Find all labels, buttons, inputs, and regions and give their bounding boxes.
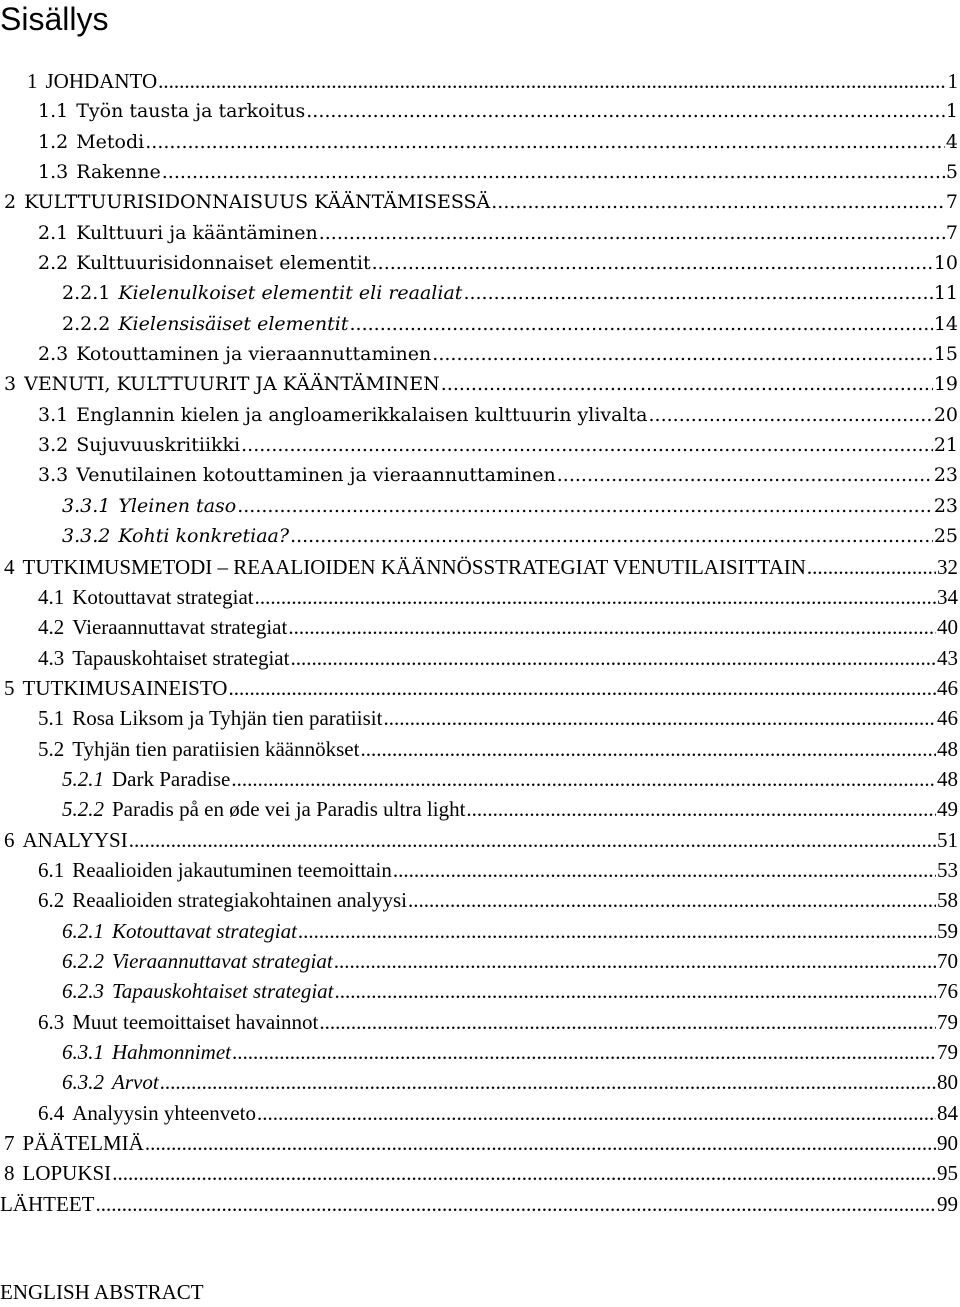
toc-entry-number: 2.1 [38,221,69,244]
toc-entry-label: Paradis på en øde vei ja Paradis ultra light [112,797,466,822]
toc-entry-number: 3.3.1 [62,494,111,517]
toc-entry[interactable] [0,460,960,490]
toc-entry-number: 6.2.1 [62,918,104,943]
toc-entry[interactable] [0,1098,960,1128]
toc-entry-label: Kielensisäiset elementit [118,312,349,335]
toc-entry-number: 2.3 [38,343,69,366]
toc-entry-number: 6.1 [38,857,65,882]
toc-entry-label: Kulttuuri ja kääntäminen [76,221,318,244]
toc-dot-leader [360,734,936,764]
toc-entry-number: 6.2 [38,888,65,913]
toc-entry[interactable] [0,96,960,126]
toc-entry-label: Kohti konkretiaa? [118,525,290,548]
toc-entry-label: Työn tausta ja tarkoitus [76,100,306,123]
toc-entry-number: 1.3 [38,161,69,184]
toc-entry-page: 34 [937,584,958,609]
toc-entry[interactable] [0,916,960,946]
toc-entry-number: 1 [27,69,38,93]
toc-dot-leader [372,248,933,278]
toc-entry[interactable] [0,309,960,339]
toc-entry[interactable] [0,734,960,764]
toc-entry-page: 99 [937,1191,958,1216]
toc-dot-leader [160,1067,936,1097]
toc-entry[interactable] [0,66,960,96]
toc-entry-label: Reaalioiden jakautuminen teemoittain [72,857,392,882]
toc-entry[interactable] [0,794,960,824]
toc-entry-number: 6.2.2 [62,948,104,973]
toc-dot-leader [463,278,932,308]
toc-entry-label: Arvot [112,1070,159,1095]
toc-entry-page: 90 [937,1131,958,1156]
toc-entry-label: Vieraannuttavat strategiat [112,948,333,973]
toc-entry-number: 3.1 [38,403,69,426]
toc-dot-leader [306,96,945,126]
toc-entry-page: 21 [933,434,958,457]
toc-entry-number: 2 [4,191,17,214]
toc-entry-page: 48 [937,766,958,791]
toc-dot-leader [466,794,936,824]
toc-entry[interactable] [0,673,960,703]
toc-entry-number: 3.3 [38,464,69,487]
toc-entry-number: 3.3.2 [62,525,111,548]
toc-dot-leader [112,1158,936,1188]
toc-entry-page: 48 [937,736,958,761]
toc-dot-leader [319,218,945,248]
toc-entry-label: Kotouttavat strategiat [112,918,297,943]
toc-entry-number: 6.2.3 [62,979,104,1004]
toc-entry-label: Yleinen taso [118,494,237,517]
toc-entry-number: 5.2.1 [62,766,104,791]
toc-entry-page: 11 [933,282,958,305]
toc-entry-label: Sujuvuuskritiikki [76,434,241,457]
toc-entry-label: JOHDANTO [45,69,158,93]
toc-entry-page: 70 [937,948,958,973]
toc-entry-number: 2.2 [38,252,69,275]
toc-entry-page: 59 [937,918,958,943]
toc-entry-number: 4.3 [38,645,65,670]
toc-dot-leader [162,157,945,187]
toc-entry-number: 6.3.1 [62,1040,104,1064]
toc-entry[interactable] [0,127,960,157]
toc-dot-leader [335,976,937,1006]
toc-entry-label: Englannin kielen ja angloamerikkalaisen kulttuurin ylivalta [76,403,648,426]
toc-entry-page: 1 [947,69,958,93]
toc-entry-label: Rosa Liksom ja Tyhjän tien paratiisit [72,706,383,731]
toc-entry-page: 84 [937,1100,958,1125]
toc-dot-leader [383,703,936,733]
toc-entry[interactable] [0,976,960,1006]
toc-entry-number: 4 [4,554,15,579]
toc-entry[interactable] [0,764,960,794]
toc-dot-leader [232,1037,936,1067]
toc-entry-page: 20 [933,403,958,426]
toc-entry-label: Tyhjän tien paratiisien käännökset [72,736,360,761]
toc-dot-leader [557,460,933,490]
toc-entry[interactable] [0,400,960,430]
toc-entry-page: 23 [933,494,958,517]
toc-entry-page: 15 [933,343,958,366]
toc-entry-label: Kotouttaminen ja vieraannuttaminen [76,343,432,366]
toc-dot-leader [408,885,936,915]
toc-dot-leader [334,946,936,976]
toc-dot-leader [158,66,946,96]
toc-dot-leader [491,187,945,217]
toc-entry-label: Analyysin yhteenveto [72,1100,256,1125]
toc-entry[interactable] [0,1007,960,1037]
toc-entry-number: 5.2 [38,736,65,761]
toc-entry-number: 6 [4,827,15,852]
toc-entry-label: Metodi [76,130,145,153]
toc-entry-number: 1.2 [38,130,69,153]
toc-entry-number: 8 [4,1161,15,1186]
toc-entry-number: 1.1 [38,100,69,123]
toc-entry-page: 7 [945,221,958,244]
toc-entry-number: 4.2 [38,615,65,640]
toc-entry[interactable] [0,248,960,278]
toc-entry-number: 6.4 [38,1100,65,1125]
toc-dot-leader [298,916,936,946]
toc-entry[interactable] [0,1158,960,1188]
toc-entry-label: Dark Paradise [112,766,231,791]
toc-entry-page: 5 [945,161,958,184]
toc-entry[interactable] [0,521,960,551]
toc-entry-label: Kielenulkoiset elementit eli reaaliat [118,282,463,305]
toc-entry-label: ANALYYSI [22,827,128,852]
toc-entry-page: 7 [945,191,958,214]
toc-dot-leader [350,309,933,339]
toc-entry-page: 23 [933,464,958,487]
toc-dot-leader [145,127,945,157]
toc-entry-page: 95 [937,1161,958,1186]
toc-entry-page: 43 [937,645,958,670]
toc-entry-page: 4 [945,130,958,153]
toc-dot-leader [129,825,936,855]
toc-dot-leader [393,855,936,885]
toc-dot-leader [241,430,933,460]
toc-dot-leader [237,491,933,521]
toc-entry[interactable] [0,369,960,399]
toc-entry-number: 5.2.2 [62,797,104,822]
toc-entry[interactable] [0,491,960,521]
toc-entry[interactable] [0,703,960,733]
toc-entry-page: 76 [937,979,958,1004]
toc-entry-page: 46 [937,675,958,700]
toc-entry-page: 58 [937,888,958,913]
toc-dot-leader [255,582,936,612]
toc-entry-label: TUTKIMUSAINEISTO [22,675,228,700]
toc-dot-leader [288,612,936,642]
toc-entry-label: Vieraannuttavat strategiat [72,615,288,640]
toc-entry-label: Tapauskohtaiset strategiat [72,645,290,670]
toc-dot-leader [257,1098,936,1128]
toc-entry[interactable] [0,278,960,308]
toc-entry-page: 46 [937,706,958,731]
toc-dot-leader [441,369,933,399]
toc-entry-label: LÄHTEET [0,1191,95,1216]
toc-entry-number: 3 [4,373,17,396]
toc-entry-page: 19 [933,373,958,396]
toc-entry-number: 3.2 [38,434,69,457]
toc-entry-label: Venutilainen kotouttaminen ja vieraannuttaminen [76,464,556,487]
page-title: Sisällys [0,1,109,37]
toc-entry-label: VENUTI, KULTTUURIT JA KÄÄNTÄMINEN [24,373,440,396]
toc-entry-page: 32 [937,554,958,579]
toc-entry-number: 2.2.2 [62,312,111,335]
toc-entry[interactable] [0,1067,960,1097]
toc-entry[interactable] [0,946,960,976]
toc-entry[interactable] [0,1128,960,1158]
toc-entry[interactable] [0,157,960,187]
toc-dot-leader [228,673,936,703]
toc-dot-leader [807,552,936,582]
english-abstract-heading: ENGLISH ABSTRACT [0,1280,204,1304]
toc-dot-leader [432,339,933,369]
toc-dot-leader [231,764,936,794]
toc-entry-number: 7 [4,1131,15,1156]
toc-entry[interactable] [0,582,960,612]
toc-entry-label: TUTKIMUSMETODI – REAALIOIDEN KÄÄNNÖSSTRATEGIAT VENUTILAISITTAIN [22,554,806,579]
toc-entry[interactable] [0,218,960,248]
toc-entry-label: Kotouttavat strategiat [72,584,254,609]
toc-entry[interactable] [0,825,960,855]
toc-dot-leader [290,521,933,551]
toc-dot-leader [319,1007,936,1037]
toc-entry[interactable] [0,855,960,885]
toc-entry-label: Reaalioiden strategiakohtainen analyysi [72,888,407,913]
toc-entry-page: 1 [945,100,958,123]
toc-entry-label: Tapauskohtaiset strategiat [112,979,334,1004]
toc-entry-label: PÄÄTELMIÄ [22,1131,144,1156]
toc-entry-page: 49 [937,797,958,822]
toc-entry-label: KULTTUURISIDONNAISUUS KÄÄNTÄMISESSÄ [24,191,491,214]
toc-entry[interactable] [0,885,960,915]
toc-entry-label: LOPUKSI [22,1161,112,1186]
toc-entry-page: 53 [937,857,958,882]
toc-entry-page: 51 [937,827,958,852]
toc-entry-label: Muut teemoittaiset havainnot [72,1009,319,1034]
toc-entry-number: 4.1 [38,584,65,609]
toc-entry[interactable] [0,643,960,673]
toc-entry[interactable] [0,1189,960,1219]
toc-dot-leader [649,400,933,430]
toc-entry-number: 5 [4,675,15,700]
toc-entry-label: Hahmonnimet [112,1040,231,1064]
toc-entry-page: 80 [937,1070,958,1095]
toc-entry-number: 6.3 [38,1009,65,1034]
toc-entry-label: Kulttuurisidonnaiset elementit [76,252,371,275]
toc-entry-page: 79 [937,1040,958,1064]
toc-dot-leader [95,1189,936,1219]
toc-entry-page: 25 [933,525,958,548]
toc-dot-leader [290,643,936,673]
toc-entry-page: 79 [937,1009,958,1034]
toc-entry[interactable] [0,612,960,642]
toc-entry-label: Rakenne [76,161,161,184]
toc-entry-page: 10 [933,252,958,275]
toc-entry[interactable] [0,339,960,369]
toc-entry-number: 5.1 [38,706,65,731]
toc-entry-page: 40 [937,615,958,640]
toc-entry-number: 2.2.1 [62,282,111,305]
toc-entry[interactable] [0,187,960,217]
toc-entry[interactable] [0,1037,960,1067]
toc-entry-page: 14 [933,312,958,335]
table-of-contents [0,66,960,1219]
toc-entry[interactable] [0,430,960,460]
toc-dot-leader [145,1128,936,1158]
toc-entry[interactable] [0,552,960,582]
toc-entry-number: 6.3.2 [62,1070,104,1095]
